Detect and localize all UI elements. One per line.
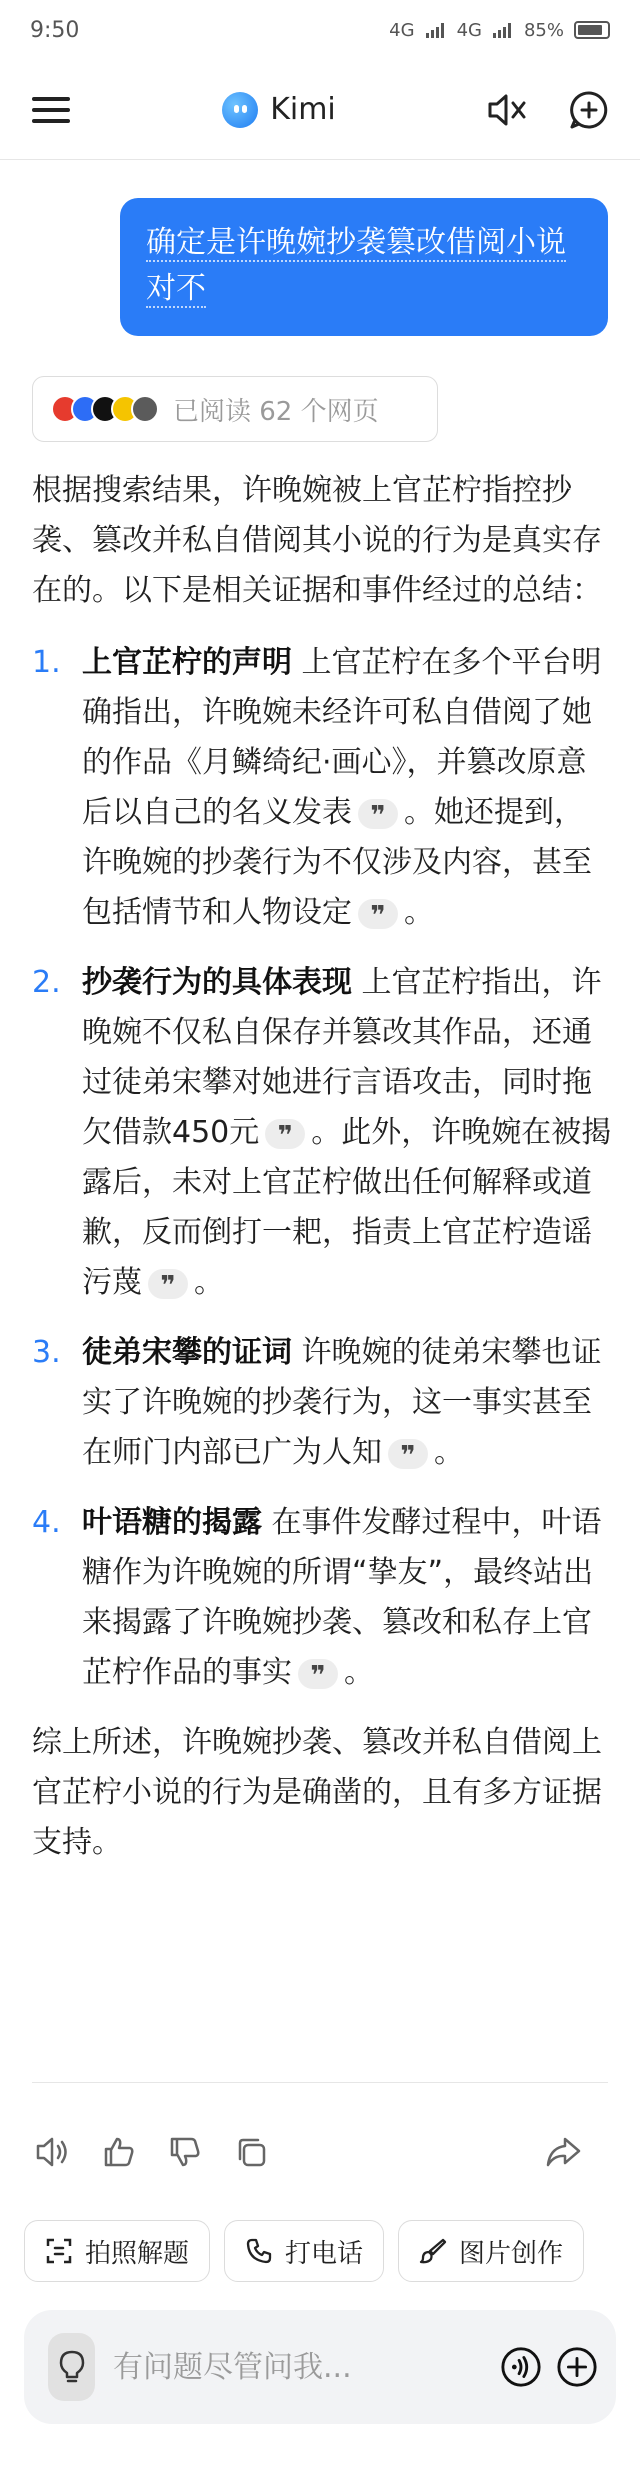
sources-label: 已阅读 62 个网页 <box>173 396 379 427</box>
scan-icon <box>45 2237 73 2265</box>
thumbs-down-icon[interactable] <box>164 2131 206 2173</box>
answer-intro: 根据搜索结果，许晚婉被上官芷柠指控抄袭、篡改并私自借阅其小说的行为是真实存在的。以下是相关证据和事件经过的总结： <box>32 473 602 608</box>
citation-icon[interactable]: ❞ <box>298 1659 338 1689</box>
answer-conclusion: 综上所述，许晚婉抄袭、篡改并私自借阅上官芷柠小说的行为是确凿的，且有多方证据支持。 <box>32 1725 602 1860</box>
app-name: Kimi <box>270 92 336 127</box>
citation-icon[interactable]: ❞ <box>265 1119 305 1149</box>
list-item-title: 叶语糖的揭露 <box>82 1505 262 1540</box>
speaker-icon[interactable] <box>32 2131 74 2173</box>
share-icon[interactable] <box>542 2131 584 2173</box>
chip-photo-solve[interactable] <box>24 2220 210 2282</box>
kimi-logo-icon <box>222 92 258 128</box>
copy-icon[interactable] <box>230 2131 272 2173</box>
list-item-text: 上官芷柠指出，许晚婉不仅私自保存并篡改其作品，还通过徒弟宋攀对她进行言语攻击，同时拖欠借款450元 <box>82 965 602 1150</box>
list-item <box>32 1498 612 1698</box>
list-item-title: 徒弟宋攀的证词 <box>82 1335 292 1370</box>
chip-label: 拍照解题 <box>85 2238 190 2269</box>
chip-label: 图片创作 <box>459 2238 564 2269</box>
list-item-text: 。 <box>404 895 434 930</box>
battery-level: 85% <box>523 19 564 41</box>
menu-icon[interactable] <box>30 89 72 131</box>
quick-actions <box>24 2220 584 2282</box>
user-message-bubble[interactable] <box>120 198 608 336</box>
list-number: 1. <box>32 645 61 680</box>
chat-input[interactable] <box>113 2350 486 2385</box>
list-item-text: 。她还提到，许晚婉的抄袭行为不仅涉及内容，甚至包括情节和人物设定 <box>82 795 592 930</box>
signal-icon <box>492 21 514 39</box>
lightbulb-icon[interactable] <box>48 2333 95 2401</box>
message-actions <box>32 2122 608 2182</box>
list-item-text: 。 <box>434 1435 464 1470</box>
list-item-text: 。 <box>194 1265 224 1300</box>
chip-label: 打电话 <box>285 2238 364 2269</box>
app-bar <box>0 60 640 160</box>
app-title <box>222 92 336 128</box>
status-icons <box>389 20 610 41</box>
citation-icon[interactable]: ❞ <box>148 1269 188 1299</box>
list-item <box>32 638 612 938</box>
list-number: 3. <box>32 1335 61 1370</box>
list-item-text: 。 <box>344 1655 374 1690</box>
network-indicator-2: 4G <box>456 19 482 41</box>
thumbs-up-icon[interactable] <box>98 2131 140 2173</box>
list-item-text: 许晚婉的徒弟宋攀也证实了许晚婉的抄袭行为，这一事实甚至在师门内部已广为人知 <box>82 1335 602 1470</box>
citation-icon[interactable]: ❞ <box>358 799 398 829</box>
chip-phone-call[interactable] <box>224 2220 384 2282</box>
new-chat-icon[interactable] <box>568 89 610 131</box>
brush-icon <box>419 2237 447 2265</box>
list-item <box>32 958 612 1308</box>
list-number: 4. <box>32 1505 61 1540</box>
divider <box>32 2082 608 2083</box>
chip-image-creation[interactable] <box>398 2220 584 2282</box>
voice-icon[interactable] <box>500 2346 542 2388</box>
status-bar <box>0 0 640 60</box>
mute-icon[interactable] <box>486 89 528 131</box>
list-item-title: 抄袭行为的具体表现 <box>82 965 352 1000</box>
citation-icon[interactable]: ❞ <box>388 1439 428 1469</box>
assistant-answer <box>32 466 612 1868</box>
list-item-title: 上官芷柠的声明 <box>82 645 292 680</box>
chat-input-bar <box>24 2310 616 2424</box>
source-favicon-icon <box>131 395 159 423</box>
list-number: 2. <box>32 965 61 1000</box>
answer-list <box>32 638 612 1698</box>
list-item-text: 。此外，许晚婉在被揭露后，未对上官芷柠做出任何解释或道歉，反而倒打一耙，指责上官芷柠造谣污蔑 <box>82 1115 612 1300</box>
user-message-text: 确定是许晚婉抄袭篡改借阅小说对不 <box>146 225 566 306</box>
list-item-text: 上官芷柠在多个平台明确指出，许晚婉未经许可私自借阅了她的作品《月鳞绮纪·画心》，并篡改原意后以自己的名义发表 <box>82 645 602 830</box>
citation-icon[interactable]: ❞ <box>358 899 398 929</box>
add-icon[interactable] <box>556 2346 598 2388</box>
sources-pill[interactable] <box>32 376 438 442</box>
signal-icon <box>425 21 447 39</box>
source-favicons <box>51 395 159 423</box>
list-item <box>32 1328 612 1478</box>
battery-icon <box>574 21 610 39</box>
phone-icon <box>245 2237 273 2265</box>
network-indicator-1: 4G <box>389 19 415 41</box>
list-item-text: 在事件发酵过程中，叶语糖作为许晚婉的所谓“挚友”，最终站出来揭露了许晚婉抄袭、篡改和私存上官芷柠作品的事实 <box>82 1505 602 1690</box>
status-time: 9:50 <box>30 17 80 43</box>
